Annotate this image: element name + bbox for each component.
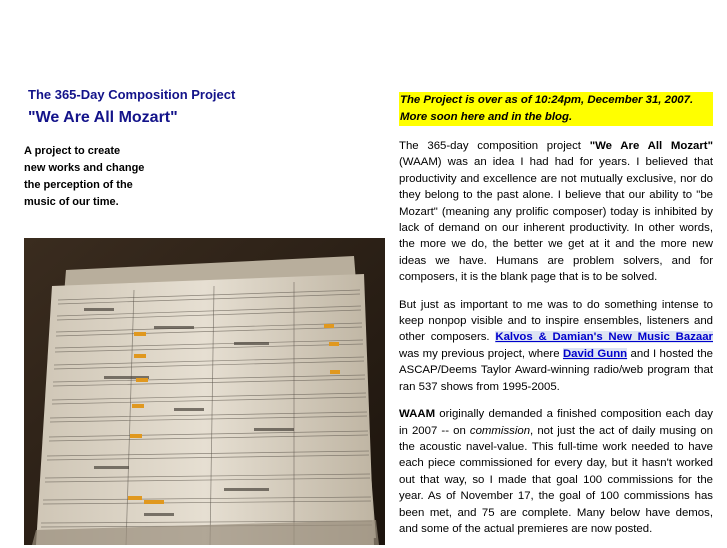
score-photo bbox=[24, 238, 385, 545]
intro-text-rest: (WAAM) was an idea I had had for years. I believed that productivity and excellence are not mutually exclusive, nor do they belong to the past alone. I believe that our ability to "be Mozart" (meaning any prolific composer) today is inhibited by lack of demand on our inherent productivity. In other words, the more we do, the better we get at it and the more new ideas we have. Humans are problem solvers, and for composers, it is the blank page that is to be solved. bbox=[399, 156, 713, 284]
history-text-middle: was my previous project, where bbox=[399, 347, 563, 360]
commission-text-start: originally demanded a finished composition each day in 2007 -- on bbox=[399, 408, 713, 437]
notice-line-2: More soon here and in the blog. bbox=[400, 111, 573, 123]
project-label: The 365-Day Composition Project bbox=[28, 87, 236, 102]
score-photo-image bbox=[24, 238, 385, 545]
history-paragraph bbox=[399, 297, 713, 395]
commission-emphasis: commission bbox=[469, 424, 531, 437]
tagline-line: A project to create bbox=[24, 145, 121, 157]
intro-text-start: The 365-day composition project bbox=[399, 140, 590, 152]
waam-label: WAAM bbox=[399, 408, 436, 421]
project-name: "We Are All Mozart" bbox=[589, 140, 713, 152]
right-column bbox=[399, 92, 713, 548]
commission-text-rest: , not just the act of daily musing on the acoustic navel-value. This full-time work needed to have each piece commissioned for every day, but it hasn't worked out that way, so I made that goal 100 commissions for the year. As of November 17, the goal of 100 commissions has been met, and 75 are complete. Many below have demos, and some of the actual premieres are now posted. bbox=[399, 424, 713, 535]
page-title: "We Are All Mozart" bbox=[28, 109, 178, 126]
tagline-line: the perception of the bbox=[24, 179, 133, 191]
notice-line-1: The Project is over as of 10:24pm, December 31, 2007. bbox=[400, 94, 694, 106]
history-text-end: and I hosted the ASCAP/Deems Taylor Award-winning radio/web program that ran 537 shows from 1995-2005. bbox=[399, 347, 713, 393]
history-text-start: But just as important to me was to do something intense to keep nonpop visible and to inspire ensembles, listeners and other composers. bbox=[399, 298, 713, 344]
project-over-notice bbox=[399, 92, 713, 126]
tagline bbox=[24, 143, 184, 211]
tagline-line: new works and change bbox=[24, 162, 145, 174]
tagline-line: music of our time. bbox=[24, 196, 119, 208]
intro-paragraph bbox=[399, 138, 713, 286]
kalvos-damian-link[interactable]: Kalvos & Damian's New Music Bazaar bbox=[495, 331, 713, 344]
commission-paragraph bbox=[399, 406, 713, 537]
david-gunn-link[interactable]: David Gunn bbox=[562, 347, 628, 360]
